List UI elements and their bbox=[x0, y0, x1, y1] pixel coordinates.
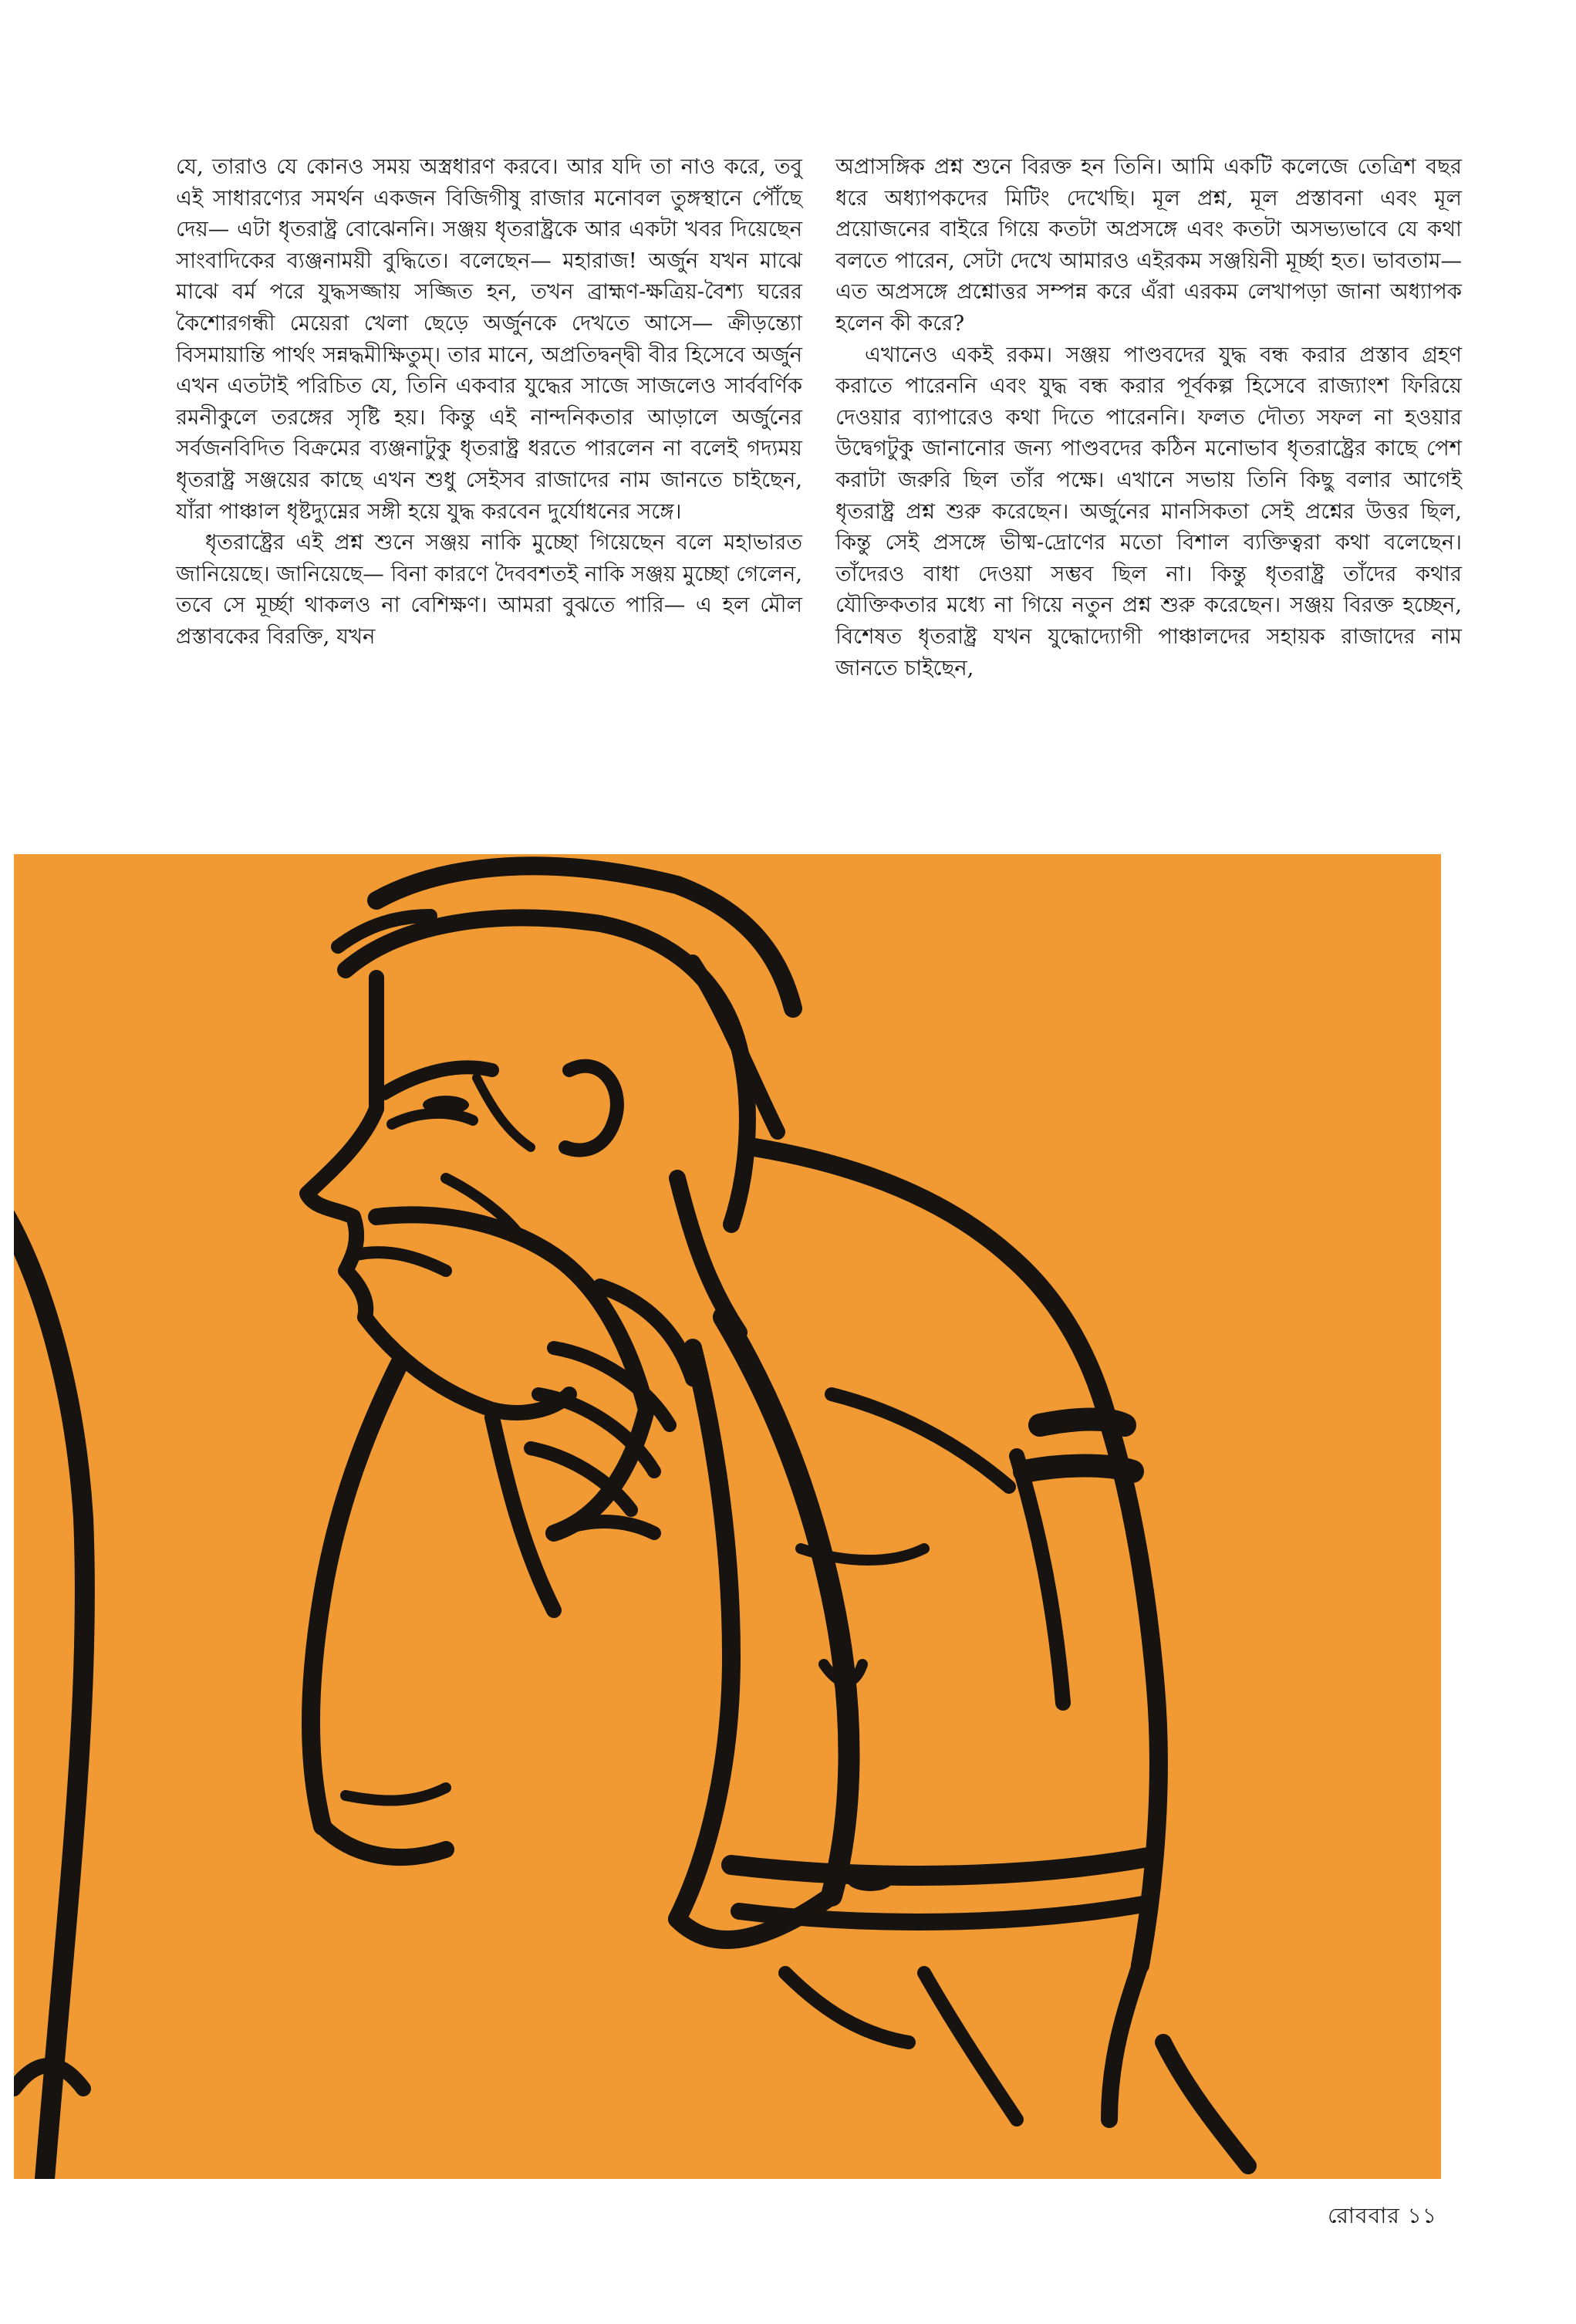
page-number: ১১ bbox=[1407, 2203, 1437, 2228]
illustration-art bbox=[14, 854, 1441, 2179]
left-text-column bbox=[176, 151, 802, 653]
publication-name: রোববার bbox=[1328, 2203, 1400, 2228]
paragraph: অপ্রাসঙ্গিক প্রশ্ন শুনে বিরক্ত হন তিনি। আমি একটি কলেজে তেত্রিশ বছর ধরে অধ্যাপকদের মিটিং দেখেছি। মূল প্রশ্ন, মূল প্রস্তাবনা এবং মূল প্রয়োজনের বাইরে গিয়ে কতটা অপ্রসঙ্গে এবং কতটা অসভ্যভাবে যে কথা বলতে পারেন, সেটা দেখে আমারও এইরকম সঞ্জয়িনী মূর্চ্ছা হত। ভাবতাম— এত অপ্রসঙ্গে প্রশ্নোত্তর সম্পন্ন করে এঁরা এরকম লেখাপড়া জানা অধ্যাপক হলেন কী করে? bbox=[835, 154, 1462, 336]
page-footer bbox=[1328, 2199, 1437, 2235]
paragraph: এখানেও একই রকম। সঞ্জয় পাণ্ডবদের যুদ্ধ বন্ধ করার প্রস্তাব গ্রহণ করাতে পারেননি এবং যুদ্ধ বন্ধ করার পূর্বকল্প হিসেবে রাজ্যাংশ ফিরিয়ে দেওয়ার ব্যাপারেও কথা দিতে পারেননি। ফলত দৌত্য সফল না হওয়ার উদ্বেগটুকু জানানোর জন্য পাণ্ডবদের কঠিন মনোভাব ধৃতরাষ্ট্রের কাছে পেশ করাটা জরুরি ছিল তাঁর পক্ষে। এখানে সভায় তিনি কিছু বলার আগেই ধৃতরাষ্ট্র প্রশ্ন শুরু করেছেন। অর্জুনের মানসিকতা সেই প্রশ্নের উত্তর ছিল, কিন্তু সেই প্রসঙ্গে ভীষ্ম-দ্রোণের মতো বিশাল ব্যক্তিত্বরা কথা বলেছেন। তাঁদেরও বাধা দেওয়া সম্ভব ছিল না। কিন্তু ধৃতরাষ্ট্র তাঁদের কথার যৌক্তিকতার মধ্যে না গিয়ে নতুন প্রশ্ন শুরু করেছেন। সঞ্জয় বিরক্ত হচ্ছেন, বিশেষত ধৃতরাষ্ট্র যখন যুদ্ধোদ্যোগী পাঞ্চালদের সহায়ক রাজাদের নাম জানতে চাইছেন, bbox=[835, 342, 1462, 681]
paragraph: ধৃতরাষ্ট্রের এই প্রশ্ন শুনে সঞ্জয় নাকি মুচ্ছো গিয়েছেন বলে মহাভারত জানিয়েছে। জানিয়েছে— বিনা কারণে দৈববশতই নাকি সঞ্জয় মুচ্ছো গেলেন, তবে সে মূর্চ্ছা থাকলও না বেশিক্ষণ। আমরা বুঝতে পারি— এ হল মৌল প্রস্তাবকের বিরক্তি, যখন bbox=[176, 530, 802, 649]
right-text-column bbox=[835, 151, 1462, 684]
paragraph: যে, তারাও যে কোনও সময় অস্ত্রধারণ করবে। আর যদি তা নাও করে, তবু এই সাধারণ্যের সমর্থন একজন বিজিগীষু রাজার মনোবল তুঙ্গস্থানে পৌঁছে দেয়— এটা ধৃতরাষ্ট্র বোঝেননি। সঞ্জয় ধৃতরাষ্ট্রকে আর একটা খবর দিয়েছেন সাংবাদিকের ব্যঞ্জনাময়ী বুদ্ধিতে। বলেছেন— মহারাজ! অর্জুন যখন মাঝে মাঝে বর্ম পরে যুদ্ধসজ্জায় সজ্জিত হন, তখন ব্রাহ্মণ-ক্ষত্রিয়-বৈশ্য ঘরের কৈশোরগন্ধী মেয়েরা খেলা ছেড়ে অর্জুনকে দেখতে আসে— ক্রীড়ন্ত্যো বিসমায়ান্তি পার্থং সন্নদ্ধমীক্ষিতুম্। তার মানে, অপ্রতিদ্বন্দ্বী বীর হিসেবে অর্জুন এখন এতটাই পরিচিত যে, তিনি একবার যুদ্ধের সাজে সাজলেও সার্ববর্ণিক রমনীকুলে তরঙ্গের সৃষ্টি হয়। কিন্তু এই নান্দনিকতার আড়ালে অর্জুনের সর্বজনবিদিত বিক্রমের ব্যঞ্জনাটুকু ধৃতরাষ্ট্র ধরতে পারলেন না বলেই গদ্যময় ধৃতরাষ্ট্র সঞ্জয়ের কাছে এখন শুধু সেইসব রাজাদের নাম জানতে চাইছেন, যাঁরা পাঞ্চাল ধৃষ্টদ্যুম্নের সঙ্গী হয়ে যুদ্ধ করবেন দুর্যোধনের সঙ্গে। bbox=[176, 154, 802, 524]
brush-illustration-seated-bearded-figure bbox=[14, 854, 1441, 2179]
